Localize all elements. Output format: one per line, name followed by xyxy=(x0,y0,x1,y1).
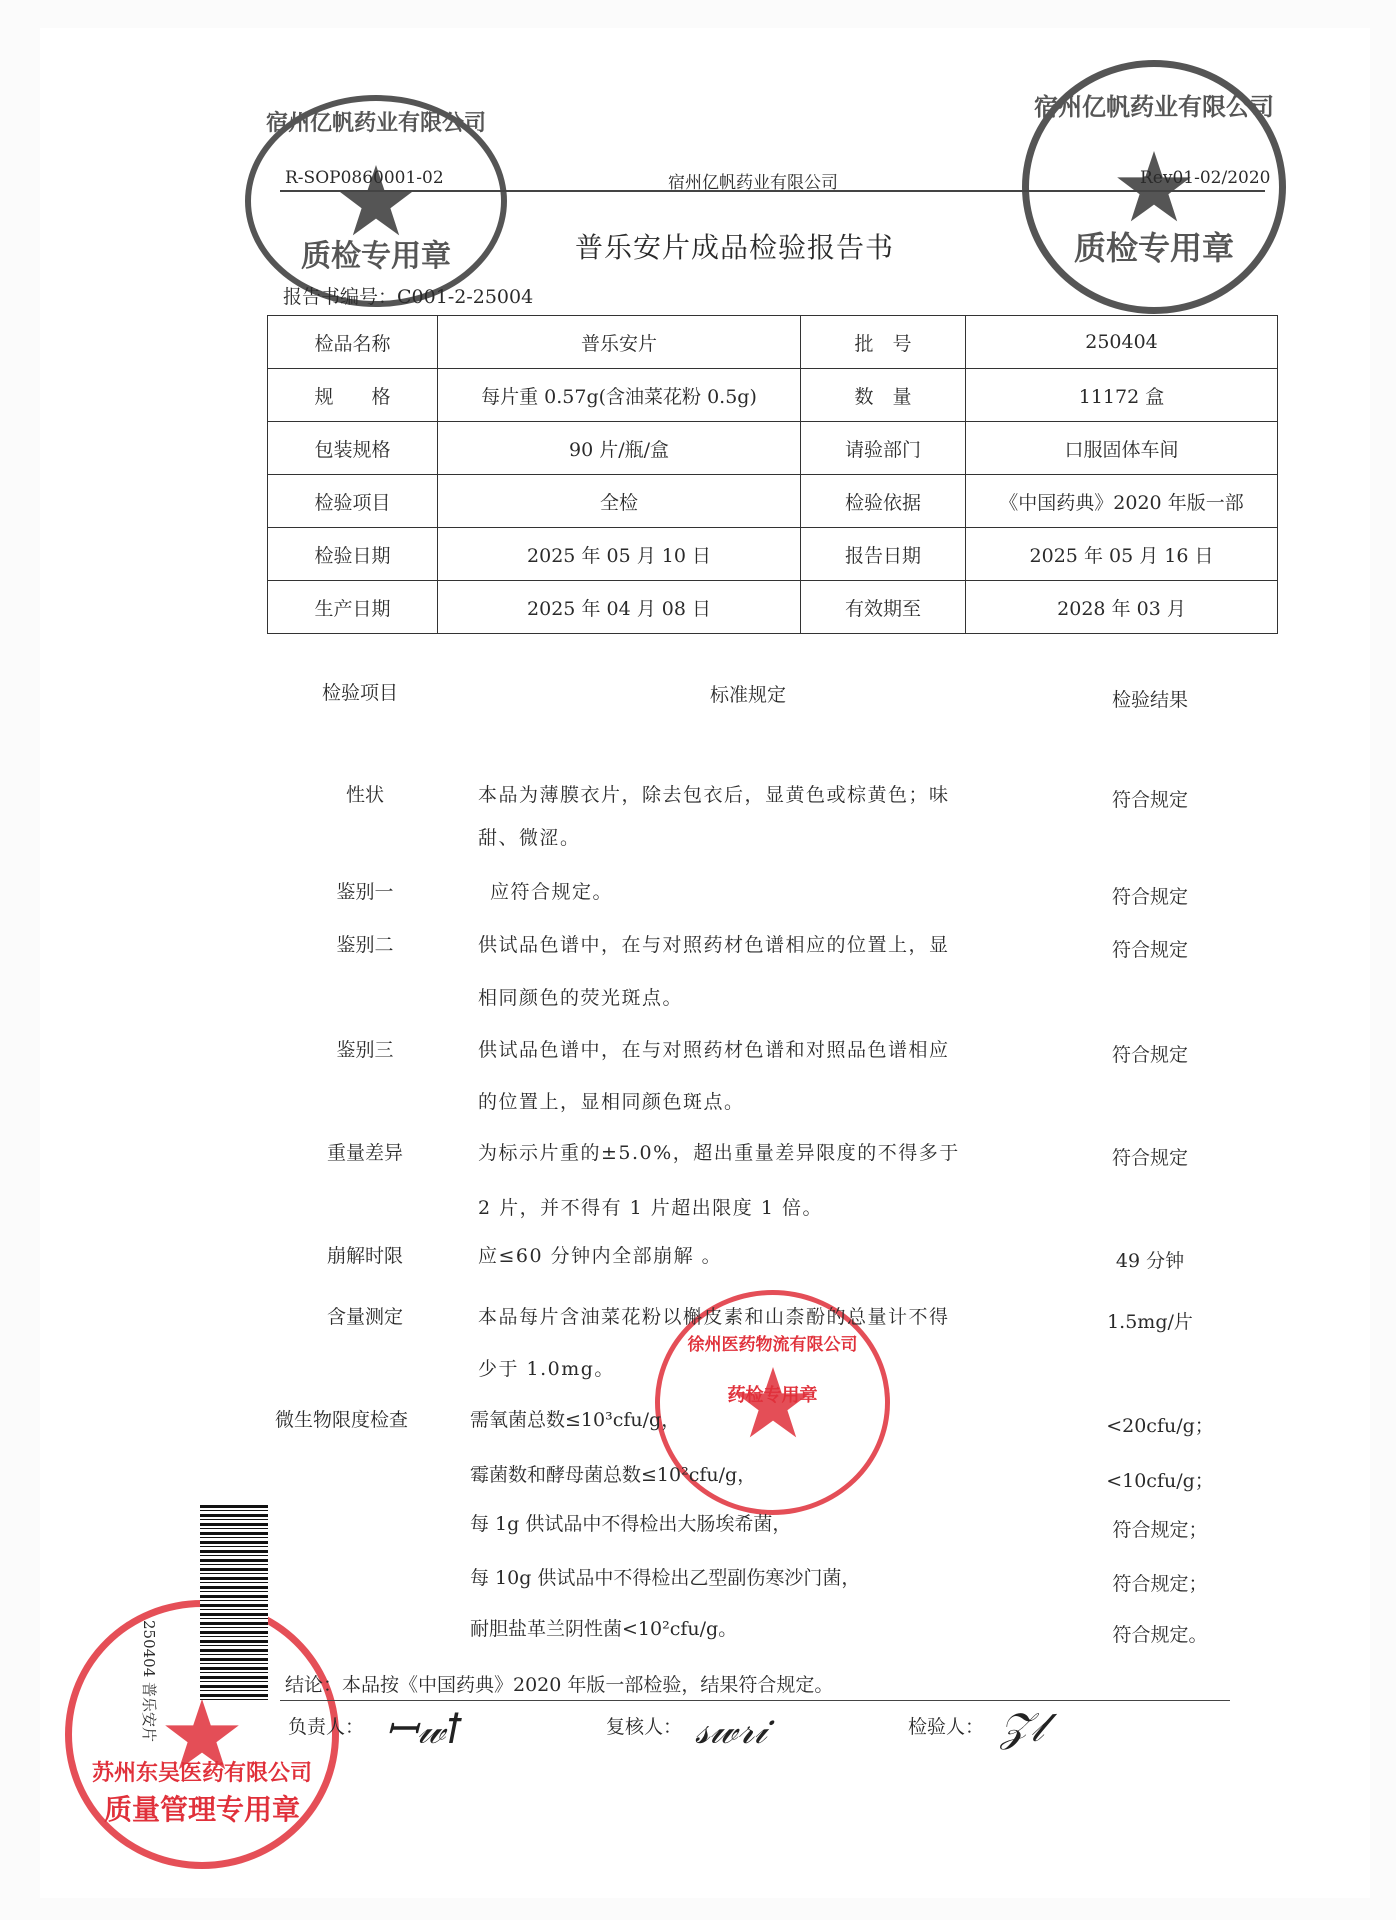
info-label: 请验部门 xyxy=(801,422,966,475)
result-item-label: 重量差异 xyxy=(326,1142,403,1164)
inspector-signature: 𝒵𝓁 xyxy=(1000,1705,1044,1751)
micro-standard-line: 需氧菌总数≤10³cfu/g， xyxy=(470,1409,681,1431)
result-value: 符合规定 xyxy=(1111,789,1188,811)
stamp-bottom-left-name: 苏州东吴医药有限公司 xyxy=(91,1760,312,1786)
result-standard-line: 少于 1.0mg。 xyxy=(478,1358,615,1380)
micro-result: <20cfu/g； xyxy=(1106,1415,1214,1437)
doc-code: R-SOP0860001-02 xyxy=(285,168,444,188)
info-label: 报告日期 xyxy=(801,528,966,581)
result-item-label: 鉴别一 xyxy=(336,881,394,903)
responsible-label: 负责人： xyxy=(288,1716,365,1738)
result-standard-line: 为标示片重的±5.0%，超出重量差异限度的不得多于 xyxy=(478,1142,960,1164)
stamp-top-left-name: 宿州亿帆药业有限公司 xyxy=(265,110,486,136)
info-row xyxy=(268,369,1278,422)
info-label: 规 格 xyxy=(268,369,438,422)
micro-standard-line: 每 1g 供试品中不得检出大肠埃希菌， xyxy=(470,1513,792,1535)
info-value: 普乐安片 xyxy=(438,316,801,369)
conclusion-divider xyxy=(280,1700,1230,1701)
revision: Rev01-02/2020 xyxy=(1140,168,1271,188)
result-item-label: 鉴别二 xyxy=(336,934,394,956)
result-standard-line: 供试品色谱中，在与对照药材色谱相应的位置上，显 xyxy=(478,934,950,956)
micro-standard-line: 每 10g 供试品中不得检出乙型副伤寒沙门菌， xyxy=(470,1567,861,1589)
result-standard-line: 2 片，并不得有 1 片超出限度 1 倍。 xyxy=(478,1197,823,1219)
result-item-label: 鉴别三 xyxy=(336,1039,394,1061)
info-row xyxy=(268,581,1278,634)
info-label: 数 量 xyxy=(801,369,966,422)
result-value: 符合规定 xyxy=(1111,886,1188,908)
micro-standard-line: 耐胆盐革兰阴性菌<10²cfu/g。 xyxy=(470,1618,738,1640)
result-value: 49 分钟 xyxy=(1115,1250,1185,1272)
product-info-table xyxy=(267,315,1278,634)
barcode xyxy=(200,1505,268,1700)
report-number: 报告书编号：C001-2-25004 xyxy=(283,286,534,308)
result-standard-line: 的位置上，显相同颜色斑点。 xyxy=(478,1091,745,1113)
conclusion: 结论：本品按《中国药典》2020 年版一部检验，结果符合规定。 xyxy=(285,1674,834,1696)
info-value: 250404 xyxy=(966,316,1278,369)
result-item-label: 崩解时限 xyxy=(326,1245,403,1267)
header-divider xyxy=(280,190,1265,192)
info-value: 11172 盒 xyxy=(966,369,1278,422)
info-value: 90 片/瓶/盒 xyxy=(438,422,801,475)
result-value: 1.5mg/片 xyxy=(1107,1311,1193,1333)
result-value: 符合规定 xyxy=(1111,1147,1188,1169)
info-value: 口服固体车间 xyxy=(966,422,1278,475)
info-value: 全检 xyxy=(438,475,801,528)
result-standard-line: 本品每片含油菜花粉以槲皮素和山柰酚的总量计不得 xyxy=(478,1306,950,1328)
result-item-label: 性状 xyxy=(345,784,384,806)
info-label: 检验依据 xyxy=(801,475,966,528)
stamp-top-left-sub: 质检专用章 xyxy=(301,239,451,274)
responsible-signature: ꟷ𝓌ꝉ xyxy=(385,1707,463,1753)
reviewer-signature: 𝓈𝓌𝓇𝒾 xyxy=(695,1707,767,1753)
result-value: 符合规定 xyxy=(1111,939,1188,961)
result-standard-line: 本品为薄膜衣片，除去包衣后，显黄色或棕黄色；味 xyxy=(478,784,950,806)
col-header-standard: 标准规定 xyxy=(710,684,787,706)
report-title: 普乐安片成品检验报告书 xyxy=(575,231,895,264)
micro-result: 符合规定； xyxy=(1112,1573,1208,1595)
stamp-top-right-sub: 质检专用章 xyxy=(1073,229,1234,267)
result-standard-line: 供试品色谱中，在与对照药材色谱和对照品色谱相应 xyxy=(478,1039,950,1061)
result-value: 符合规定 xyxy=(1111,1044,1188,1066)
inspector-label: 检验人： xyxy=(908,1716,985,1738)
micro-result: 符合规定。 xyxy=(1112,1624,1208,1646)
result-item-label: 含量测定 xyxy=(326,1306,403,1328)
info-label: 生产日期 xyxy=(268,581,438,634)
result-standard-line: 甜、微涩。 xyxy=(478,827,581,849)
reviewer-label: 复核人： xyxy=(606,1716,683,1738)
info-label: 包装规格 xyxy=(268,422,438,475)
info-value: 2025 年 05 月 10 日 xyxy=(438,528,801,581)
info-value: 每片重 0.57g(含油菜花粉 0.5g) xyxy=(438,369,801,422)
info-label: 检验项目 xyxy=(268,475,438,528)
stamp-middle-sub: 药检专用章 xyxy=(727,1385,818,1406)
barcode-label: 250404 普乐安片 xyxy=(140,1620,158,1743)
micro-standard-line: 霉菌数和酵母菌总数≤10²cfu/g， xyxy=(470,1464,757,1486)
info-label: 批 号 xyxy=(801,316,966,369)
info-value: 2025 年 04 月 08 日 xyxy=(438,581,801,634)
micro-result: <10cfu/g； xyxy=(1106,1470,1214,1492)
col-header-result: 检验结果 xyxy=(1112,689,1189,711)
info-row xyxy=(268,528,1278,581)
company-name: 宿州亿帆药业有限公司 xyxy=(668,173,838,193)
info-row xyxy=(268,475,1278,528)
info-label: 有效期至 xyxy=(801,581,966,634)
info-row xyxy=(268,422,1278,475)
result-standard-line: 应符合规定。 xyxy=(490,881,614,903)
micro-item-label: 微生物限度检查 xyxy=(275,1409,409,1431)
col-header-item: 检验项目 xyxy=(322,682,399,704)
info-value: 2028 年 03 月 xyxy=(966,581,1278,634)
info-label: 检验日期 xyxy=(268,528,438,581)
stamp-bottom-left-sub: 质量管理专用章 xyxy=(103,1793,300,1826)
stamp-top-right-name: 宿州亿帆药业有限公司 xyxy=(1034,92,1274,121)
info-row xyxy=(268,316,1278,369)
info-value: 《中国药典》2020 年版一部 xyxy=(966,475,1278,528)
info-value: 2025 年 05 月 16 日 xyxy=(966,528,1278,581)
micro-result: 符合规定； xyxy=(1112,1519,1208,1541)
result-standard-line: 应≤60 分钟内全部崩解 。 xyxy=(478,1245,723,1267)
stamp-middle-name: 徐州医药物流有限公司 xyxy=(687,1335,858,1355)
result-standard-line: 相同颜色的荧光斑点。 xyxy=(478,987,684,1009)
info-label: 检品名称 xyxy=(268,316,438,369)
